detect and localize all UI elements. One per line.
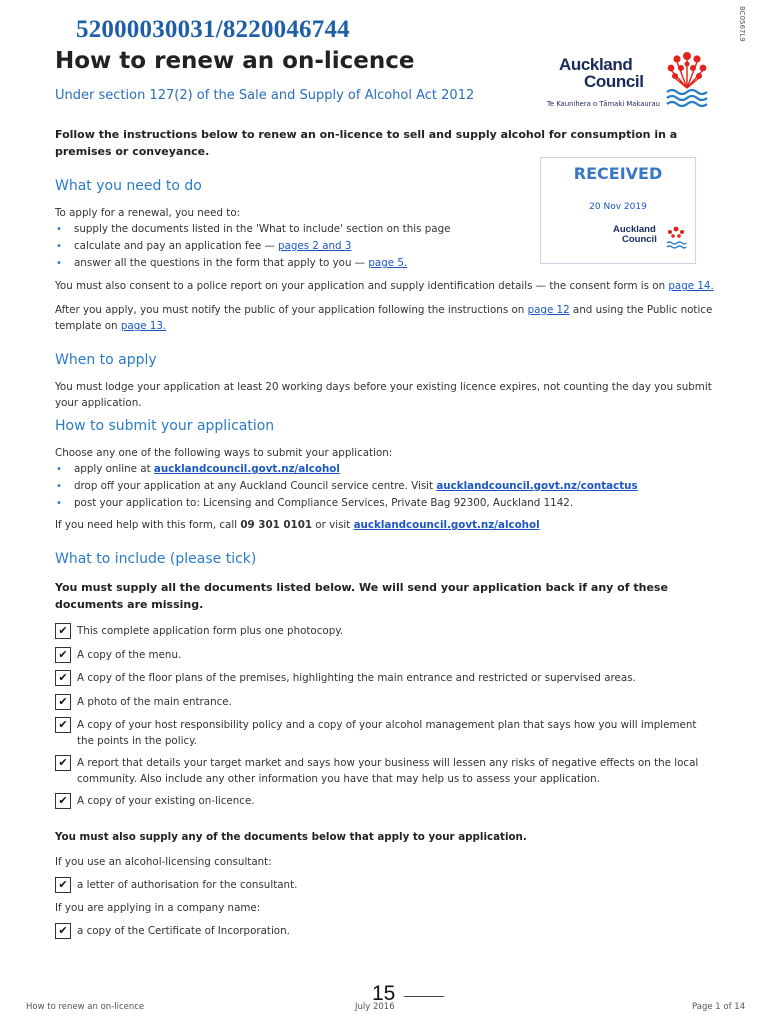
checklist-label: A copy of the menu.: [77, 649, 182, 661]
logo-line1: Auckland: [559, 55, 633, 74]
side-code: BC0567L9: [738, 6, 746, 42]
after-sentence-2: and using the Public notice template on: [55, 304, 713, 332]
checkbox[interactable]: ✔: [55, 623, 71, 639]
section-heading-when: When to apply: [55, 352, 157, 368]
submit-item-text: drop off your application at any Auckland Council service centre. Visit: [74, 480, 437, 492]
help-phone: 09 301 0101: [240, 519, 313, 531]
consent-page-link[interactable]: page 14.: [668, 280, 714, 292]
checklist-item: [55, 923, 715, 939]
fee-pages-link[interactable]: pages 2 and 3: [278, 240, 352, 252]
page-title: How to renew an on-licence: [55, 48, 415, 74]
checkbox[interactable]: ✔: [55, 793, 71, 809]
logo-line2: Council: [584, 72, 644, 91]
checklist-item: [55, 755, 715, 787]
checklist-item: [55, 793, 715, 809]
list-item: [55, 238, 450, 255]
contactus-url-link[interactable]: aucklandcouncil.govt.nz/contactus: [436, 480, 638, 492]
help-mid: or visit: [312, 519, 354, 531]
stamp-logo: [613, 224, 693, 254]
consent-sentence: You must also consent to a police report on your application and supply identification details — the consent form is on: [55, 280, 669, 292]
stamp-heading: RECEIVED: [573, 164, 663, 183]
list-item: [55, 461, 638, 478]
checklist-item: [55, 623, 715, 639]
checklist-label: A copy of your host responsibility policy and a copy of your alcohol management plan that says how you will implement the points in the policy.: [77, 719, 697, 747]
footer-center: July 2016: [355, 1002, 395, 1012]
checklist-item: [55, 647, 715, 663]
help-sentence: If you need help with this form, call: [55, 519, 241, 531]
footer-right: Page 1 of 14: [692, 1002, 746, 1012]
stamp-logo-line2: Council: [622, 234, 657, 245]
stamp-logo-line1: Auckland: [613, 224, 656, 235]
pohutukawa-flower-icon: [663, 46, 711, 108]
company-lead: If you are applying in a company name:: [55, 902, 261, 914]
checkbox[interactable]: ✔: [55, 923, 71, 939]
need-list: [55, 221, 450, 272]
template-page-link[interactable]: page 13.: [120, 320, 167, 332]
list-item: [55, 221, 450, 238]
checklist-label: A report that details your target market and says how your business will lessen any risks of negative effects on the local community. Also include any other information you have that may help us to assess your application.: [77, 757, 699, 785]
notify-page-link[interactable]: page 12: [527, 304, 570, 316]
alcohol-url-link[interactable]: aucklandcouncil.govt.nz/alcohol: [153, 463, 340, 475]
checkbox[interactable]: ✔: [55, 877, 71, 893]
checklist-item: [55, 694, 715, 710]
list-item: [55, 255, 450, 272]
need-lead: To apply for a renewal, you need to:: [55, 207, 241, 219]
page-number-underline: [404, 996, 444, 997]
need-item-text: supply the documents listed in the 'What to include' section on this page: [74, 223, 451, 235]
when-text: You must lodge your application at least 20 working days before your existing licence expires, not counting the day you submit your application.: [55, 381, 712, 409]
handwritten-page-number: 15: [372, 982, 396, 1005]
consultant-lead: If you use an alcohol-licensing consultant:: [55, 856, 272, 868]
checklist-item: [55, 877, 715, 893]
checkbox[interactable]: ✔: [55, 717, 71, 733]
checklist-label: a copy of the Certificate of Incorporation.: [77, 925, 290, 937]
checkbox[interactable]: ✔: [55, 670, 71, 686]
list-item: [55, 478, 638, 495]
section-heading-include: What to include (please tick): [55, 551, 257, 567]
list-item: [55, 495, 638, 512]
footer-left: How to renew an on-licence: [26, 1002, 145, 1012]
intro-text: Follow the instructions below to renew an on-licence to sell and supply alcohol for consumption in a premises or conveyance.: [55, 128, 678, 158]
checkbox[interactable]: ✔: [55, 755, 71, 771]
page-subtitle: Under section 127(2) of the Sale and Supply of Alcohol Act 2012: [55, 88, 475, 103]
after-apply-text: [55, 302, 715, 334]
help-text: [55, 517, 725, 533]
submit-list: [55, 461, 638, 512]
need-item-text: answer all the questions in the form that apply to you —: [74, 257, 369, 269]
section-heading-need: What you need to do: [55, 178, 202, 194]
checklist-label: This complete application form plus one photocopy.: [77, 625, 344, 637]
consent-text: [55, 278, 725, 294]
checklist-label: a letter of authorisation for the consultant.: [77, 879, 298, 891]
questions-page-link[interactable]: page 5.: [368, 257, 408, 269]
checklist-item: [55, 670, 715, 686]
also-supply-text: You must also supply any of the documents below that apply to your application.: [55, 831, 527, 843]
checklist-label: A photo of the main entrance.: [77, 696, 232, 708]
stamp-flower-icon: [665, 224, 687, 250]
checklist-label: A copy of the floor plans of the premises, highlighting the main entrance and restricted or supervised areas.: [77, 672, 636, 684]
auckland-council-logo: [545, 44, 720, 112]
checkbox[interactable]: ✔: [55, 647, 71, 663]
help-url-link[interactable]: aucklandcouncil.govt.nz/alcohol: [353, 519, 540, 531]
after-sentence-1: After you apply, you must notify the public of your application following the instructions on: [55, 304, 528, 316]
include-must-text: You must supply all the documents listed below. We will send your application back if any of these documents are missing.: [55, 581, 668, 611]
need-item-text: calculate and pay an application fee —: [74, 240, 279, 252]
submit-item-text: post your application to: Licensing and Compliance Services, Private Bag 92300, Auckland 1142.: [74, 497, 574, 509]
section-heading-submit: How to submit your application: [55, 418, 275, 434]
checklist-label: A copy of your existing on-licence.: [77, 795, 255, 807]
checkbox[interactable]: ✔: [55, 694, 71, 710]
logo-tagline: Te Kaunihera o Tāmaki Makaurau: [547, 100, 660, 108]
stamp-date: 20 Nov 2019: [589, 202, 647, 212]
reference-number: 52000030031/8220046744: [76, 16, 350, 43]
submit-item-text: apply online at: [74, 463, 154, 475]
checklist-item: [55, 717, 715, 749]
submit-lead: Choose any one of the following ways to submit your application:: [55, 447, 393, 459]
